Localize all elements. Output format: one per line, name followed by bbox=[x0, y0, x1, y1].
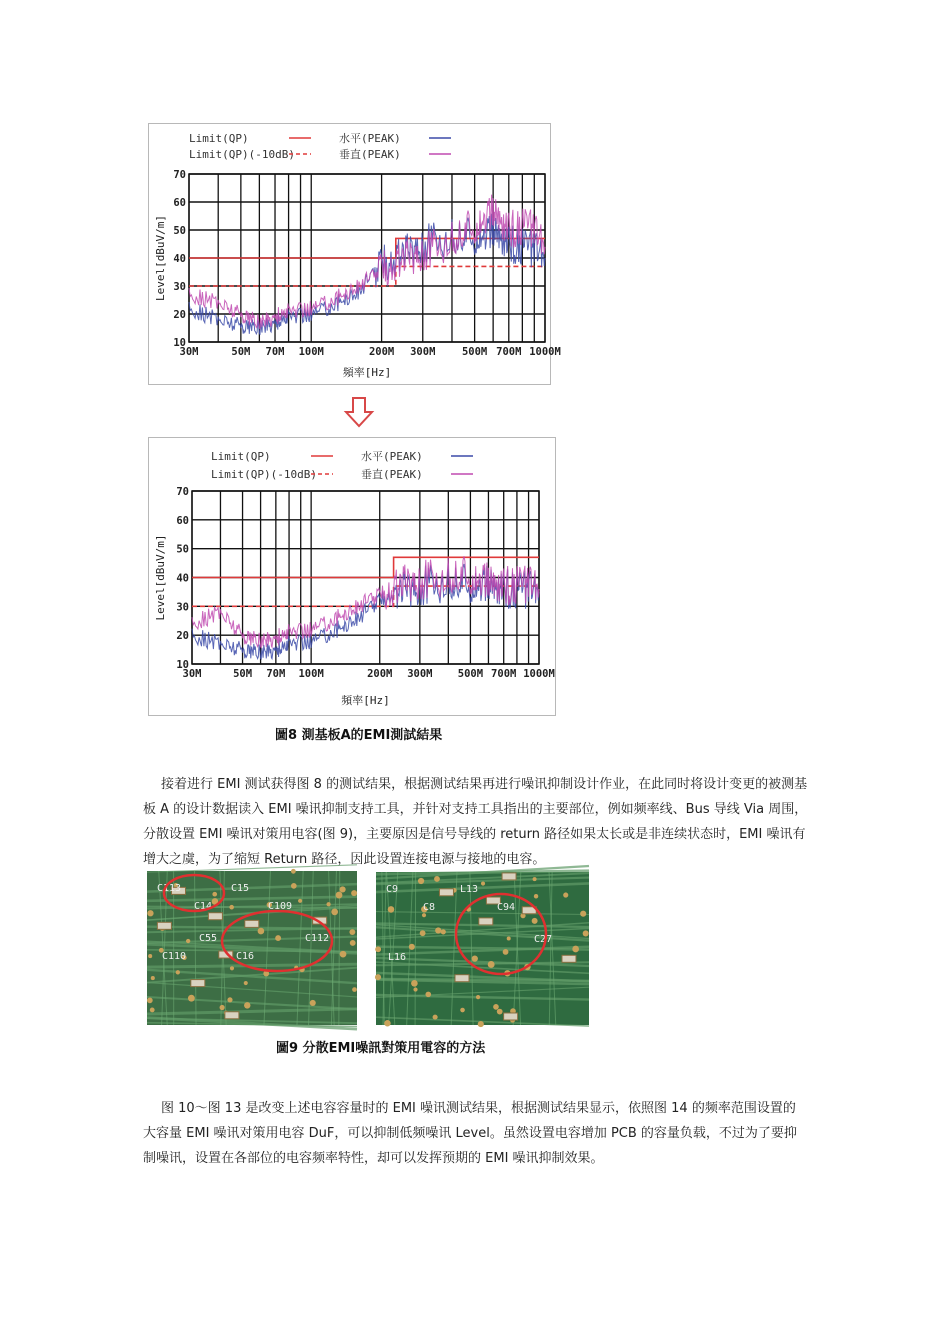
x-axis-label: 頻率[Hz] bbox=[341, 694, 390, 707]
y-tick-label: 10 bbox=[176, 659, 189, 671]
pcb-via bbox=[534, 894, 538, 898]
x-tick-label: 300M bbox=[410, 346, 436, 358]
x-tick-label: 70M bbox=[266, 668, 286, 680]
pcb-via bbox=[434, 876, 440, 882]
silkscreen-label: C109 bbox=[268, 901, 293, 912]
figure8-caption: 圖8 測基板A的EMI測試結果 bbox=[275, 728, 443, 743]
pcb-via bbox=[409, 944, 415, 950]
pcb-via bbox=[147, 910, 153, 916]
legend-label: 水平(PEAK) bbox=[339, 132, 401, 145]
y-tick-label: 40 bbox=[173, 253, 186, 265]
x-tick-label: 30M bbox=[182, 668, 202, 680]
pcb-via bbox=[351, 890, 357, 896]
figure9-caption: 圖9 分散EMI噪訊對策用電容的方法 bbox=[276, 1041, 486, 1056]
y-tick-label: 30 bbox=[173, 281, 186, 293]
pcb-photo-right bbox=[376, 872, 589, 1025]
pcb-photo-left-svg bbox=[147, 871, 357, 1025]
pcb-via bbox=[488, 961, 495, 968]
pcb-via bbox=[352, 987, 357, 992]
pcb-via bbox=[580, 911, 586, 917]
x-tick-label: 700M bbox=[491, 668, 517, 680]
pcb-via bbox=[493, 1004, 499, 1010]
body-paragraph-2 bbox=[143, 1096, 808, 1171]
paragraph-1-text: 接着进行 EMI 测试获得图 8 的测试结果，根据测试结果再进行噪讯抑制设计作业，在此同时将设计变更的被测基板 A 的设计数据读入 EMI 噪讯抑制支持工具，并针对支持工具指出的主要部位，例如频率线、Bus 导线 Via 周围，分散设置 EMI 噪讯对策用电容(图 9)，主要原因是信号导线的 return 路径如果太长或是非连续状态时，EMI 噪讯有增大之虞，为了缩短 Return 路径，因此设置连接电源与接地的电容。 bbox=[143, 777, 808, 867]
smd-capacitor bbox=[502, 873, 516, 880]
pcb-via bbox=[147, 998, 153, 1004]
pcb-via bbox=[258, 928, 265, 935]
y-axis-label: Level[dBuV/m] bbox=[154, 214, 167, 302]
y-tick-label: 70 bbox=[173, 169, 186, 181]
y-tick-label: 50 bbox=[173, 225, 186, 237]
silkscreen-label: C113 bbox=[157, 883, 182, 894]
x-tick-label: 500M bbox=[461, 346, 488, 358]
pcb-via bbox=[433, 1015, 438, 1020]
paragraph-2-text: 图 10～图 13 是改变上述电容容量时的 EMI 噪讯测试结果，根据测试结果显示，依照图 14 的频率范围设置的大容量 EMI 噪讯对策用电容 DuF，可以抑制低频噪讯 Level。虽然设置电容增加 PCB 的容量负载，不过为了要抑制噪讯，设置在各部位的电容频率特性，却可以发挥预期的 EMI 噪讯抑制效果。 bbox=[143, 1101, 797, 1166]
silkscreen-label: C112 bbox=[305, 933, 330, 944]
pcb-via bbox=[435, 927, 441, 933]
legend-label: 水平(PEAK) bbox=[361, 450, 423, 463]
pcb-photo-left bbox=[147, 871, 357, 1025]
smd-capacitor bbox=[225, 1012, 239, 1019]
silkscreen-label: C110 bbox=[162, 951, 187, 962]
pcb-via bbox=[422, 913, 426, 917]
y-tick-label: 70 bbox=[176, 486, 189, 498]
silkscreen-label: C9 bbox=[386, 884, 399, 895]
pcb-via bbox=[583, 930, 589, 936]
legend-label: Limit(QP) bbox=[189, 132, 249, 145]
pcb-via bbox=[384, 1020, 391, 1027]
pcb-via bbox=[230, 966, 234, 970]
smd-capacitor bbox=[208, 913, 222, 920]
pcb-via bbox=[460, 1008, 465, 1013]
y-tick-label: 50 bbox=[176, 543, 189, 556]
x-tick-label: 1000M bbox=[529, 346, 561, 358]
x-axis-label: 頻率[Hz] bbox=[342, 366, 392, 379]
pcb-photo-right-svg bbox=[376, 872, 589, 1025]
legend-label: Limit(QP) bbox=[211, 450, 271, 463]
y-axis-label: Level[dBuV/m] bbox=[154, 534, 167, 621]
smd-capacitor bbox=[455, 975, 469, 982]
emi-chart-after-svg bbox=[149, 438, 557, 717]
pcb-via bbox=[148, 954, 152, 958]
smd-capacitor bbox=[504, 1013, 518, 1020]
pcb-via bbox=[326, 902, 330, 906]
pcb-via bbox=[340, 886, 346, 892]
emi-chart-before-svg bbox=[149, 124, 561, 386]
pcb-via bbox=[186, 939, 190, 943]
pcb-via bbox=[349, 929, 355, 935]
silkscreen-label: L16 bbox=[388, 952, 407, 963]
pcb-via bbox=[481, 881, 485, 885]
pcb-via bbox=[532, 918, 538, 924]
pcb-via bbox=[212, 892, 217, 897]
x-tick-label: 300M bbox=[407, 668, 433, 680]
pcb-via bbox=[340, 951, 347, 958]
pcb-via bbox=[375, 946, 381, 952]
y-tick-label: 20 bbox=[176, 630, 189, 643]
pcb-via bbox=[229, 905, 234, 910]
pcb-via bbox=[244, 981, 248, 985]
smd-capacitor bbox=[157, 922, 171, 929]
pcb-via bbox=[275, 935, 281, 941]
pcb-via bbox=[563, 892, 568, 897]
x-tick-label: 50M bbox=[231, 346, 251, 358]
pcb-via bbox=[331, 909, 338, 916]
pcb-via bbox=[244, 1002, 250, 1008]
pcb-via bbox=[336, 892, 343, 899]
smd-capacitor bbox=[562, 955, 576, 962]
emi-chart-before bbox=[148, 123, 561, 385]
x-tick-label: 100M bbox=[298, 668, 324, 680]
pcb-via bbox=[425, 992, 431, 998]
x-tick-label: 200M bbox=[367, 668, 393, 680]
pcb-via bbox=[411, 980, 418, 987]
x-tick-label: 1000M bbox=[523, 668, 555, 680]
x-tick-label: 50M bbox=[233, 668, 253, 680]
pcb-via bbox=[413, 988, 417, 992]
pcb-via bbox=[533, 877, 537, 881]
pcb-via bbox=[418, 878, 424, 884]
pcb-via bbox=[507, 936, 511, 940]
y-tick-label: 30 bbox=[176, 601, 189, 614]
silkscreen-label: C55 bbox=[199, 933, 218, 944]
pcb-via bbox=[420, 930, 426, 936]
legend-label: Limit(QP)(-10dB) bbox=[211, 468, 317, 481]
legend-label: 垂直(PEAK) bbox=[361, 468, 423, 481]
silkscreen-label: C16 bbox=[236, 951, 255, 962]
pcb-via bbox=[350, 940, 356, 946]
legend-label: 垂直(PEAK) bbox=[339, 148, 401, 161]
pcb-via bbox=[291, 869, 296, 874]
silkscreen-label: C8 bbox=[423, 902, 436, 913]
pcb-via bbox=[476, 995, 480, 999]
smd-capacitor bbox=[245, 920, 259, 927]
pcb-trace bbox=[415, 872, 416, 1025]
pcb-via bbox=[441, 929, 446, 934]
y-tick-label: 40 bbox=[176, 572, 189, 585]
pcb-via bbox=[503, 949, 509, 955]
pcb-via bbox=[478, 1021, 484, 1027]
body-paragraph-1 bbox=[143, 772, 808, 872]
pcb-via bbox=[497, 1009, 503, 1015]
pcb-via bbox=[375, 974, 381, 980]
x-tick-label: 100M bbox=[298, 346, 324, 358]
down-arrow-icon bbox=[344, 396, 374, 432]
y-tick-label: 10 bbox=[173, 337, 186, 349]
pcb-via bbox=[291, 883, 297, 889]
y-tick-label: 20 bbox=[173, 309, 186, 321]
pcb-via bbox=[176, 970, 180, 974]
pcb-via bbox=[572, 946, 579, 953]
y-tick-label: 60 bbox=[176, 514, 189, 527]
pcb-via bbox=[151, 976, 155, 980]
pcb-via bbox=[388, 906, 395, 913]
x-tick-label: 30M bbox=[179, 346, 199, 358]
emi-chart-after bbox=[148, 437, 556, 716]
x-tick-label: 200M bbox=[368, 346, 395, 358]
legend-label: Limit(QP)(-10dB) bbox=[189, 148, 295, 161]
pcb-via bbox=[472, 955, 478, 961]
pcb-via bbox=[227, 997, 232, 1002]
pcb-via bbox=[220, 1005, 225, 1010]
silkscreen-label: C15 bbox=[231, 883, 250, 894]
silkscreen-label: C27 bbox=[534, 934, 553, 945]
silkscreen-label: C94 bbox=[497, 902, 516, 913]
x-tick-label: 70M bbox=[265, 346, 285, 358]
x-tick-label: 700M bbox=[496, 346, 522, 358]
smd-capacitor bbox=[191, 980, 205, 987]
smd-capacitor bbox=[439, 889, 453, 896]
pcb-via bbox=[298, 899, 302, 903]
pcb-via bbox=[310, 1000, 316, 1006]
y-tick-label: 60 bbox=[173, 197, 186, 209]
silkscreen-label: L13 bbox=[460, 884, 479, 895]
pcb-via bbox=[188, 995, 195, 1002]
silkscreen-label: C14 bbox=[194, 901, 213, 912]
x-tick-label: 500M bbox=[457, 668, 484, 680]
pcb-via bbox=[150, 1008, 155, 1013]
smd-capacitor bbox=[479, 918, 493, 925]
